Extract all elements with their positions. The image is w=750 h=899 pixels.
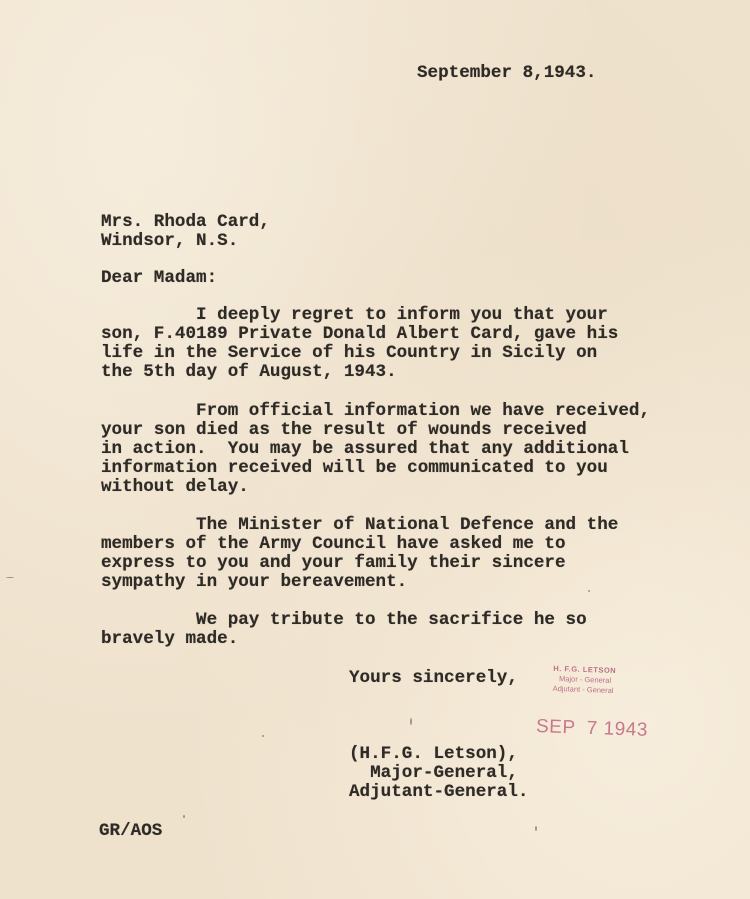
paper-mark xyxy=(535,826,537,831)
paragraph-line: without delay. xyxy=(101,477,249,497)
signature-block xyxy=(349,745,529,802)
date-stamp: SEP 7 1943 xyxy=(535,716,649,741)
paragraph-line: sympathy in your bereavement. xyxy=(101,572,408,592)
paragraph-line: express to you and your family their sincere xyxy=(101,553,566,573)
letter-date: September 8,1943. xyxy=(417,63,597,83)
paragraph-line: your son died as the result of wounds received xyxy=(101,420,587,440)
paragraph-line: The Minister of National Defence and the xyxy=(101,515,619,535)
signatory-title: Adjutant-General. xyxy=(349,782,529,802)
reference-initials: GR/AOS xyxy=(99,821,163,841)
paragraph-line: the 5th day of August, 1943. xyxy=(101,362,397,382)
paragraph-line: son, F.40189 Private Donald Albert Card, gave his xyxy=(101,324,619,344)
paper-mark xyxy=(6,577,14,578)
paper-mark xyxy=(183,815,185,818)
paragraph-line: in action. You may be assured that any additional xyxy=(101,439,629,459)
paper-mark xyxy=(262,735,264,737)
recipient-name: Mrs. Rhoda Card, xyxy=(101,212,270,232)
paragraph-line: We pay tribute to the sacrifice he so xyxy=(101,610,587,630)
paragraph-sympathy xyxy=(101,516,618,592)
signatory-name: (H.F.G. Letson), xyxy=(349,744,518,764)
stamp-name-line: H. F.G. LETSON xyxy=(553,663,617,676)
paragraph-notification xyxy=(101,306,618,382)
paragraph-line: information received will be communicated to you xyxy=(101,458,608,478)
paragraph-line: bravely made. xyxy=(101,629,239,649)
paper-mark xyxy=(588,590,590,592)
signatory-rank: Major-General, xyxy=(349,763,518,783)
recipient-address xyxy=(101,213,270,251)
paragraph-line: life in the Service of his Country in Sicily on xyxy=(101,343,598,363)
paragraph-details xyxy=(101,402,650,497)
paper-mark xyxy=(410,718,412,725)
name-stamp xyxy=(552,664,616,696)
recipient-location: Windsor, N.S. xyxy=(101,231,239,251)
stamp-title-line: Adjutant - General xyxy=(552,683,614,696)
salutation: Dear Madam: xyxy=(101,268,218,288)
paragraph-tribute xyxy=(101,611,587,649)
stamp-rank-line: Major - General xyxy=(558,674,612,685)
closing: Yours sincerely, xyxy=(349,668,518,688)
paragraph-line: I deeply regret to inform you that your xyxy=(101,305,608,325)
paragraph-line: members of the Army Council have asked me to xyxy=(101,534,566,554)
paragraph-line: From official information we have received, xyxy=(101,401,651,421)
